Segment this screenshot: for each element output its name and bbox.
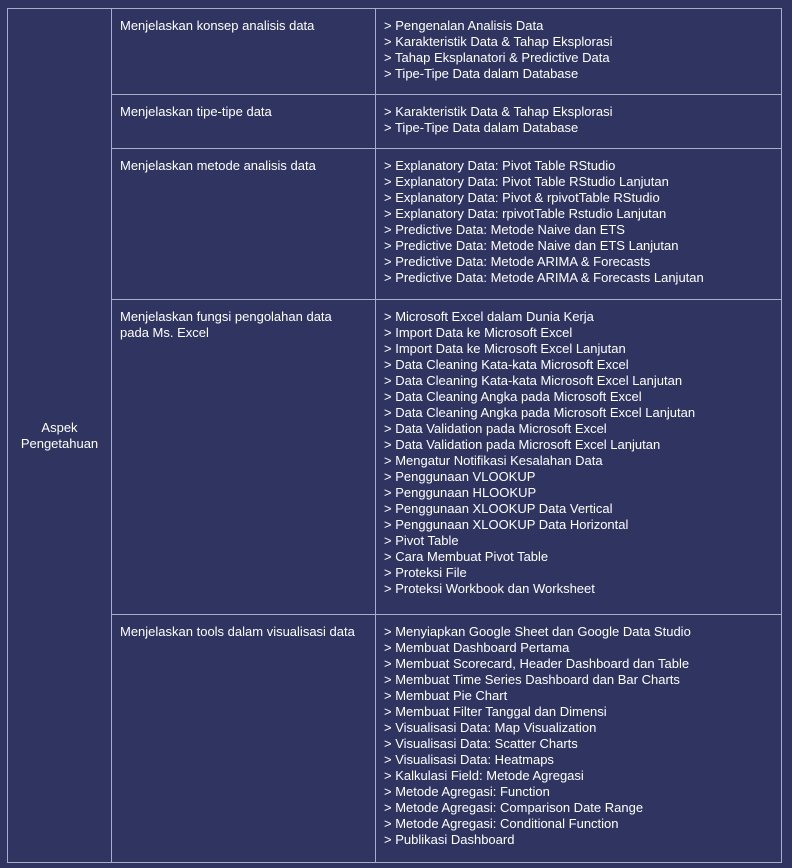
topic-item: > Visualisasi Data: Heatmaps (384, 752, 554, 767)
goal-text: Menjelaskan fungsi pengolahan data (120, 309, 332, 324)
topic-item: > Data Validation pada Microsoft Excel Lanjutan (384, 437, 661, 452)
topic-item: > Data Cleaning Kata-kata Microsoft Excel (384, 357, 629, 372)
topic-item: > Penggunaan VLOOKUP (384, 469, 536, 484)
table-row (8, 615, 782, 863)
goal-cell (112, 9, 376, 95)
topic-item: > Proteksi File (384, 565, 467, 580)
curriculum-table (7, 8, 782, 863)
topic-item: > Metode Agregasi: Conditional Function (384, 816, 619, 831)
topic-item: > Karakteristik Data & Tahap Eksplorasi (384, 104, 613, 119)
goal-text: Menjelaskan konsep analisis data (120, 18, 315, 33)
topics-cell (376, 9, 782, 95)
topic-item: > Cara Membuat Pivot Table (384, 549, 549, 564)
topic-item: > Data Cleaning Angka pada Microsoft Excel (384, 389, 642, 404)
table-row (8, 300, 782, 615)
goal-text: Menjelaskan metode analisis data (120, 158, 316, 173)
goal-text: Menjelaskan tools dalam visualisasi data (120, 624, 355, 639)
topic-item: > Membuat Pie Chart (384, 688, 508, 703)
table-row (8, 149, 782, 300)
topic-item: > Penggunaan XLOOKUP Data Horizontal (384, 517, 629, 532)
topic-item: > Predictive Data: Metode Naive dan ETS Lanjutan (384, 238, 679, 253)
topic-item: > Predictive Data: Metode ARIMA & Forecasts (384, 254, 651, 269)
topic-item: > Metode Agregasi: Function (384, 784, 550, 799)
topics-cell (376, 149, 782, 300)
topic-item: > Explanatory Data: rpivotTable Rstudio Lanjutan (384, 206, 667, 221)
topic-item: > Tahap Eksplanatori & Predictive Data (384, 50, 610, 65)
topic-item: > Explanatory Data: Pivot Table RStudio (384, 158, 616, 173)
topic-item: > Membuat Time Series Dashboard dan Bar Charts (384, 672, 680, 687)
topic-item: > Data Cleaning Angka pada Microsoft Excel Lanjutan (384, 405, 696, 420)
topic-item: > Import Data ke Microsoft Excel (384, 325, 573, 340)
topic-item: > Visualisasi Data: Map Visualization (384, 720, 597, 735)
topic-item: > Visualisasi Data: Scatter Charts (384, 736, 578, 751)
topic-item: > Membuat Dashboard Pertama (384, 640, 570, 655)
aspect-label-line: Pengetahuan (20, 435, 99, 451)
topic-item: > Menyiapkan Google Sheet dan Google Data Studio (384, 624, 691, 639)
topic-item: > Proteksi Workbook dan Worksheet (384, 581, 595, 596)
goal-cell (112, 149, 376, 300)
topics-cell (376, 615, 782, 863)
topic-item: > Mengatur Notifikasi Kesalahan Data (384, 453, 603, 468)
table-row (8, 9, 782, 95)
aspect-cell (8, 9, 112, 863)
goal-cell (112, 615, 376, 863)
topic-item: > Pengenalan Analisis Data (384, 18, 544, 33)
topic-item: > Tipe-Tipe Data dalam Database (384, 66, 579, 81)
topic-item: > Penggunaan HLOOKUP (384, 485, 537, 500)
table-row (8, 95, 782, 149)
goal-text: pada Ms. Excel (120, 325, 209, 340)
topic-item: > Microsoft Excel dalam Dunia Kerja (384, 309, 594, 324)
topic-item: > Kalkulasi Field: Metode Agregasi (384, 768, 584, 783)
topic-item: > Predictive Data: Metode ARIMA & Forecasts Lanjutan (384, 270, 704, 285)
topic-item: > Membuat Filter Tanggal dan Dimensi (384, 704, 607, 719)
topic-item: > Membuat Scorecard, Header Dashboard dan Table (384, 656, 690, 671)
topic-item: > Explanatory Data: Pivot & rpivotTable RStudio (384, 190, 660, 205)
topic-item: > Data Cleaning Kata-kata Microsoft Excel Lanjutan (384, 373, 683, 388)
topic-item: > Explanatory Data: Pivot Table RStudio Lanjutan (384, 174, 669, 189)
goal-text: Menjelaskan tipe-tipe data (120, 104, 272, 119)
aspect-label-line: Aspek (41, 419, 78, 435)
topic-item: > Penggunaan XLOOKUP Data Vertical (384, 501, 613, 516)
goal-cell (112, 95, 376, 149)
topic-item: > Tipe-Tipe Data dalam Database (384, 120, 579, 135)
topic-item: > Metode Agregasi: Comparison Date Range (384, 800, 644, 815)
topics-cell (376, 95, 782, 149)
topic-item: > Data Validation pada Microsoft Excel (384, 421, 607, 436)
topic-item: > Import Data ke Microsoft Excel Lanjutan (384, 341, 626, 356)
topics-cell (376, 300, 782, 615)
topic-item: > Publikasi Dashboard (384, 832, 515, 847)
topic-item: > Predictive Data: Metode Naive dan ETS (384, 222, 625, 237)
topic-item: > Pivot Table (384, 533, 459, 548)
goal-cell (112, 300, 376, 615)
topic-item: > Karakteristik Data & Tahap Eksplorasi (384, 34, 613, 49)
